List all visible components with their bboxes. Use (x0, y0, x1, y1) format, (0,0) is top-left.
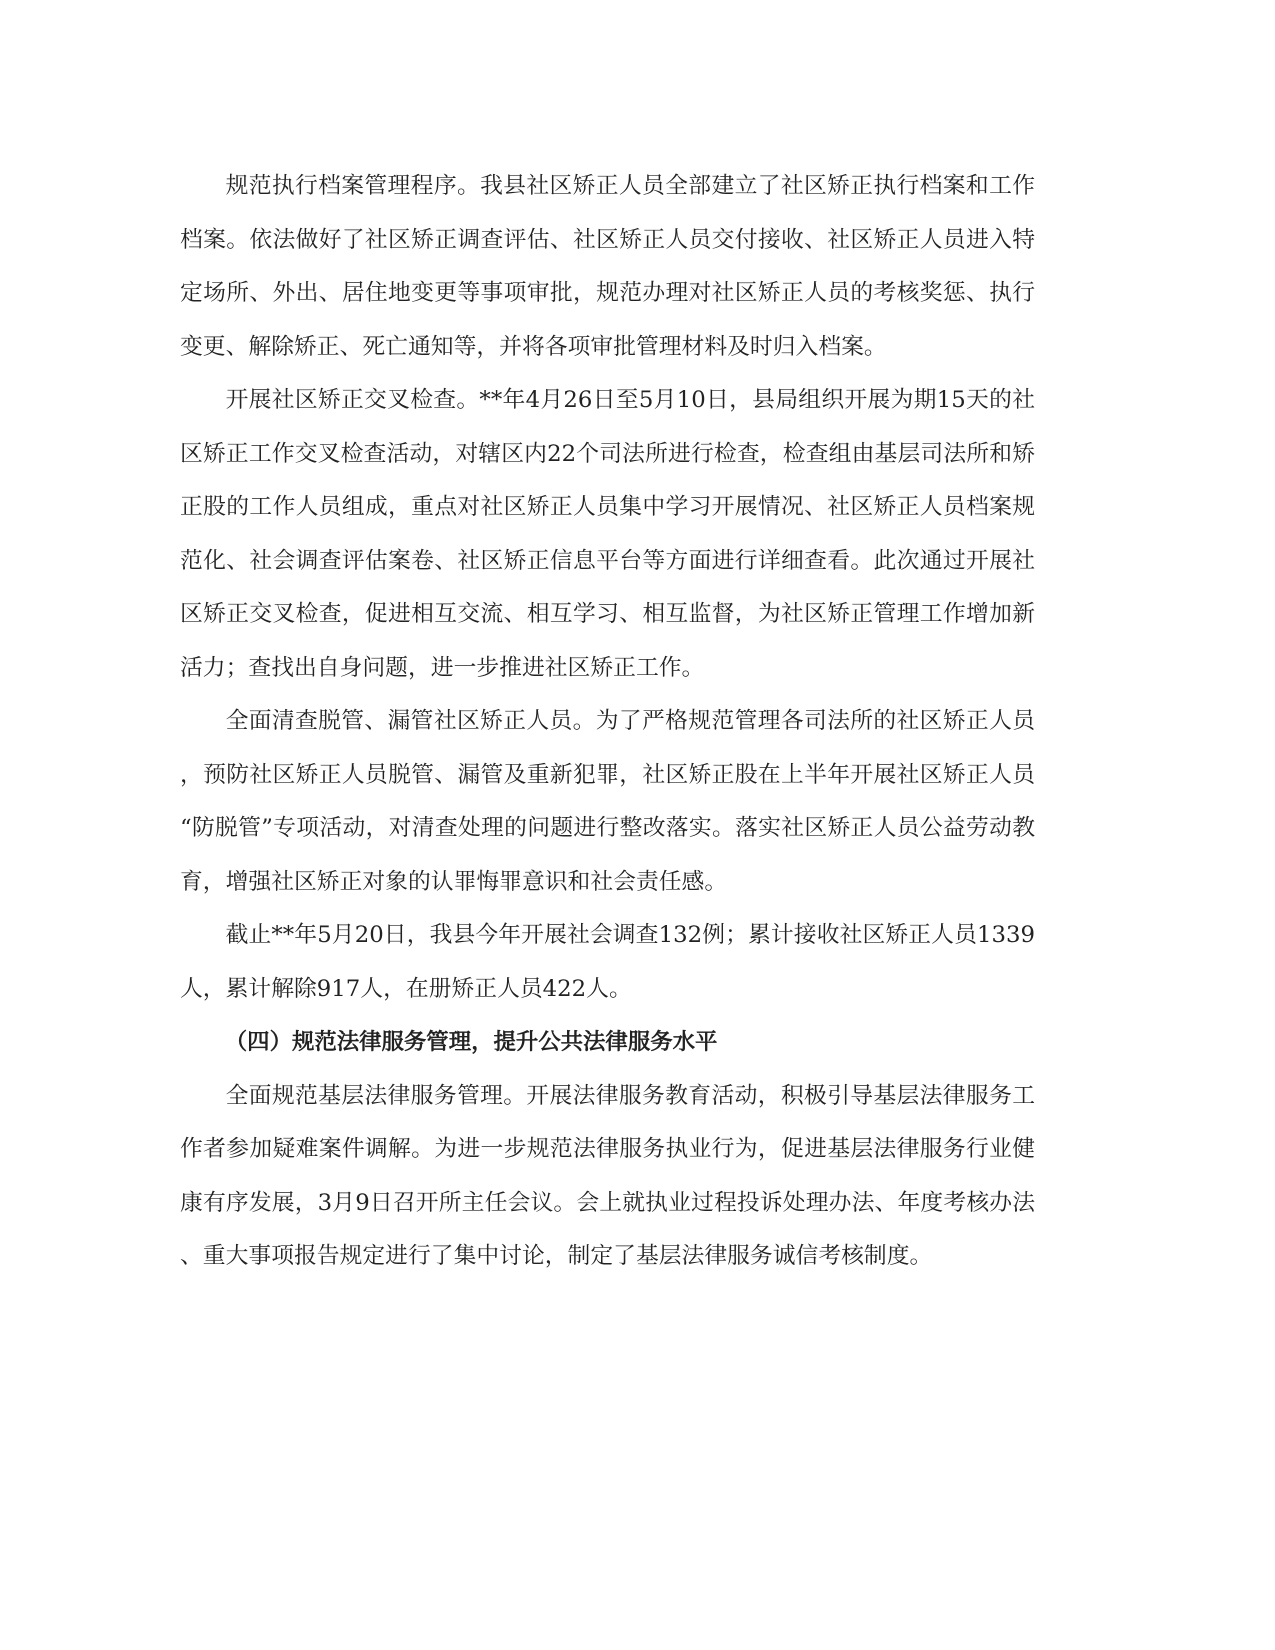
paragraph-statistics: 截止**年5月20日，我县今年开展社会调查132例；累计接收社区矫正人员1339人，累计解除917人，在册矫正人员422人。 (180, 922, 1035, 1002)
paragraph-archive-management: 规范执行档案管理程序。我县社区矫正人员全部建立了社区矫正执行档案和工作档案。依法做好了社区矫正调查评估、社区矫正人员交付接收、社区矫正人员进入特定场所、外出、居住地变更等事项审批，规范办理对社区矫正人员的考核奖惩、执行变更、解除矫正、死亡通知等，并将各项审批管理材料及时归入档案。 (180, 173, 1035, 360)
paragraph-legal-service-management: 全面规范基层法律服务管理。开展法律服务教育活动，积极引导基层法律服务工作者参加疑难案件调解。为进一步规范法律服务执业行为，促进基层法律服务行业健康有序发展，3月9日召开所主任会议。会上就执业过程投诉处理办法、年度考核办法、重大事项报告规定进行了集中讨论，制定了基层法律服务诚信考核制度。 (180, 1082, 1035, 1269)
paragraph-anti-escape-check: 全面清查脱管、漏管社区矫正人员。为了严格规范管理各司法所的社区矫正人员，预防社区矫正人员脱管、漏管及重新犯罪，社区矫正股在上半年开展社区矫正人员“防脱管”专项活动，对清查处理的问题进行整改落实。落实社区矫正人员公益劳动教育，增强社区矫正对象的认罪悔罪意识和社会责任感。 (180, 708, 1035, 895)
section-heading: （四）规范法律服务管理，提升公共法律服务水平 (224, 1029, 718, 1055)
paragraph-cross-inspection: 开展社区矫正交叉检查。**年4月26日至5月10日，县局组织开展为期15天的社区矫正工作交叉检查活动，对辖区内22个司法所进行检查，检查组由基层司法所和矫正股的工作人员组成，重点对社区矫正人员集中学习开展情况、社区矫正人员档案规范化、社会调查评估案卷、社区矫正信息平台等方面进行详细查看。此次通过开展社区矫正交叉检查，促进相互交流、相互学习、相互监督，为社区矫正管理工作增加新活力；查找出自身问题，进一步推进社区矫正工作。 (180, 387, 1035, 681)
document-body (180, 160, 1035, 1284)
